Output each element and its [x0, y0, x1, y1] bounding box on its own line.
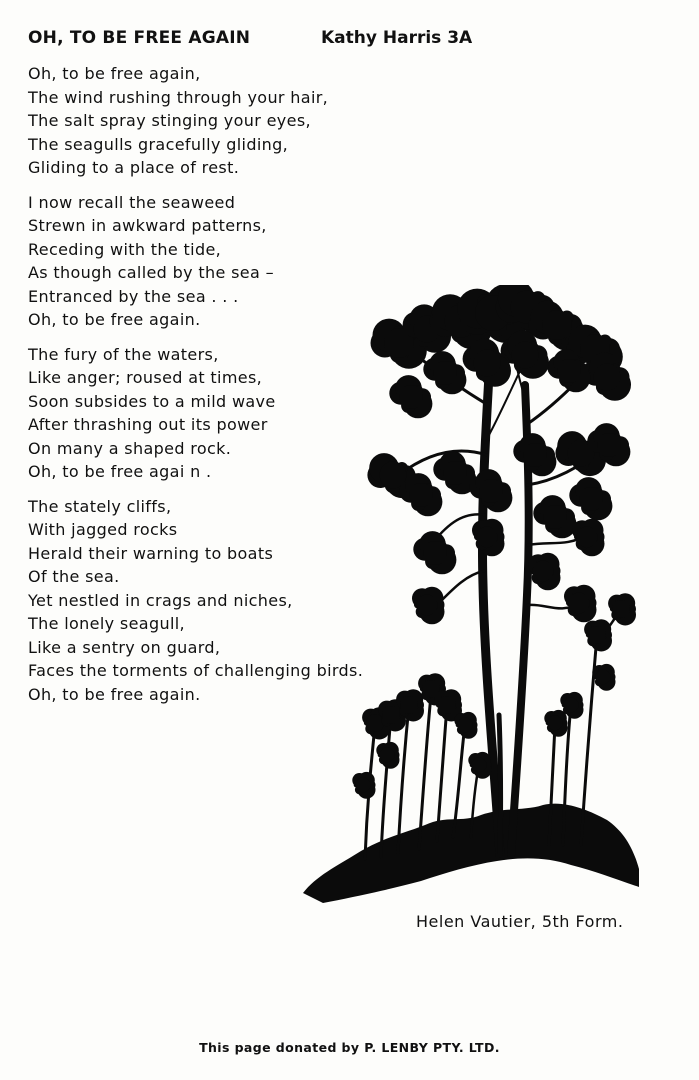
- poem-line: As though called by the sea –: [28, 263, 274, 282]
- poem-line: Of the sea.: [28, 567, 120, 586]
- donation-note: This page donated by P. LENBY PTY. LTD.: [199, 1040, 500, 1055]
- poem-line: On many a shaped rock.: [28, 438, 232, 458]
- poem-line: The fury of the waters,: [28, 344, 219, 364]
- poem-line: The stately cliffs,: [28, 496, 172, 516]
- poem-line: Oh, to be free agai n .: [28, 462, 212, 481]
- poem-line: The lonely seagull,: [28, 614, 185, 633]
- poem-line: Faces the torments of challenging birds.: [28, 661, 364, 680]
- poem-line: Soon subsides to a mild wave: [28, 391, 276, 411]
- poem-line: With jagged rocks: [28, 520, 178, 539]
- poem-line: Oh, to be free again.: [28, 310, 201, 329]
- poem-line: Strewn in awkward patterns,: [28, 216, 267, 235]
- poem-line: The salt spray stinging your eyes,: [28, 111, 311, 130]
- poem-line: I now recall the seaweed: [28, 192, 236, 212]
- poem-author: Kathy Harris 3A: [321, 28, 473, 48]
- illustrator-credit: Helen Vautier, 5th Form.: [416, 912, 624, 931]
- tree-silhouette-icon: [295, 285, 645, 910]
- poem-line: Gliding to a place of rest.: [28, 158, 240, 177]
- poem-line: Entranced by the sea . . .: [28, 286, 239, 306]
- poem-line: Oh, to be free again,: [28, 64, 201, 83]
- poem-line: Like a sentry on guard,: [28, 637, 221, 657]
- poem-line: The seagulls gracefully gliding,: [28, 134, 289, 154]
- poem-line: The wind rushing through your hair,: [28, 87, 329, 107]
- poem-line: Yet nestled in crags and niches,: [28, 590, 293, 610]
- poem-line: Herald their warning to boats: [28, 543, 274, 563]
- stanza-1: [28, 62, 408, 180]
- poem-line: Receding with the tide,: [28, 239, 222, 259]
- poem-title: OH, TO BE FREE AGAIN: [28, 28, 251, 48]
- poem-line: Oh, to be free again.: [28, 684, 201, 704]
- poem-line: Like anger; roused at times,: [28, 368, 263, 387]
- poem-line: After thrashing out its power: [28, 415, 268, 434]
